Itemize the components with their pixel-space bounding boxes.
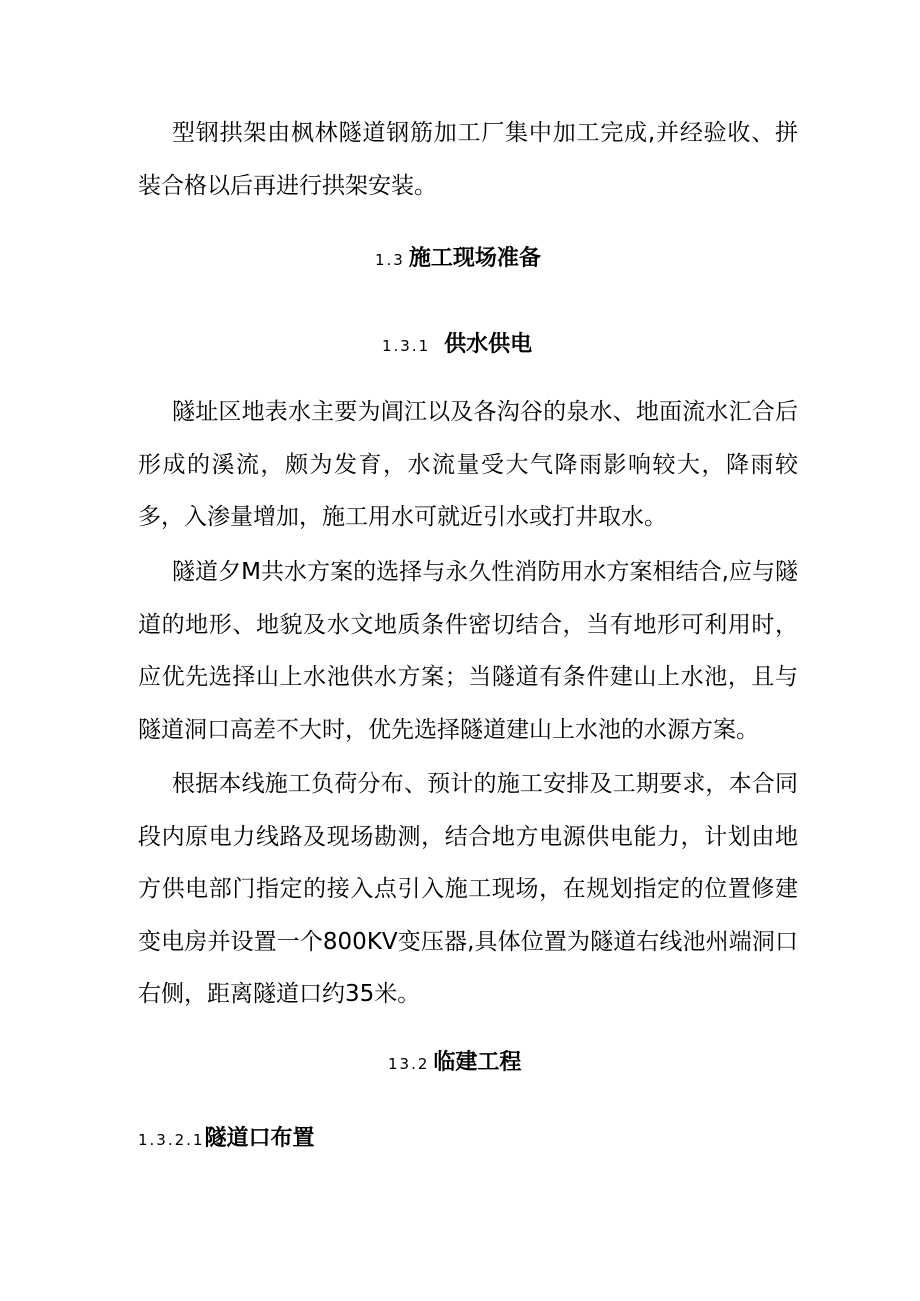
section-title: 供水供电 xyxy=(444,332,533,357)
section-heading-13-2 xyxy=(388,1048,521,1079)
section-title: 隧道口布置 xyxy=(204,1126,315,1151)
section-title: 施工现场准备 xyxy=(408,246,541,271)
section-title: 临建工程 xyxy=(433,1050,522,1075)
section-heading-1-3-1 xyxy=(382,330,532,361)
section-number: 1.3.1 xyxy=(382,337,431,355)
section-number: 1.3.2.1 xyxy=(138,1131,205,1149)
paragraph-water-supply-plan: 隧道夕M共水方案的选择与永久性消防用水方案相结合,应与隧道的地形、地貌及水文地质条件密切结合，当有地形可利用时，应优先选择山上水池供水方案；当隧道有条件建山上水池，且与隧道洞口高差不大时，优先选择隧道建山上水池的水源方案。 xyxy=(138,559,798,743)
section-heading-1-3 xyxy=(375,244,541,275)
paragraph-power-supply: 根据本线施工负荷分布、预计的施工安排及工期要求，本合同段内原电力线路及现场勘测，结合地方电源供电能力，计划由地方供电部门指定的接入点引入施工现场，在规划指定的位置修建变电房并设置一个800KV变压器,具体位置为隧道右线池州端洞口右侧，距离隧道口约35米。 xyxy=(138,771,798,1007)
paragraph-arch-installation: 型钢拱架由枫林隧道钢筋加工厂集中加工完成,并经验收、拼装合格以后再进行拱架安装。 xyxy=(138,120,798,199)
section-number: 13.2 xyxy=(388,1055,430,1073)
section-heading-1-3-2-1 xyxy=(138,1124,315,1155)
paragraph-water-sources: 隧址区地表水主要为阊江以及各沟谷的泉水、地面流水汇合后形成的溪流，颇为发育，水流量受大气降雨影响较大，降雨较多，入渗量增加，施工用水可就近引水或打井取水。 xyxy=(138,399,798,530)
section-number: 1.3 xyxy=(375,251,405,269)
